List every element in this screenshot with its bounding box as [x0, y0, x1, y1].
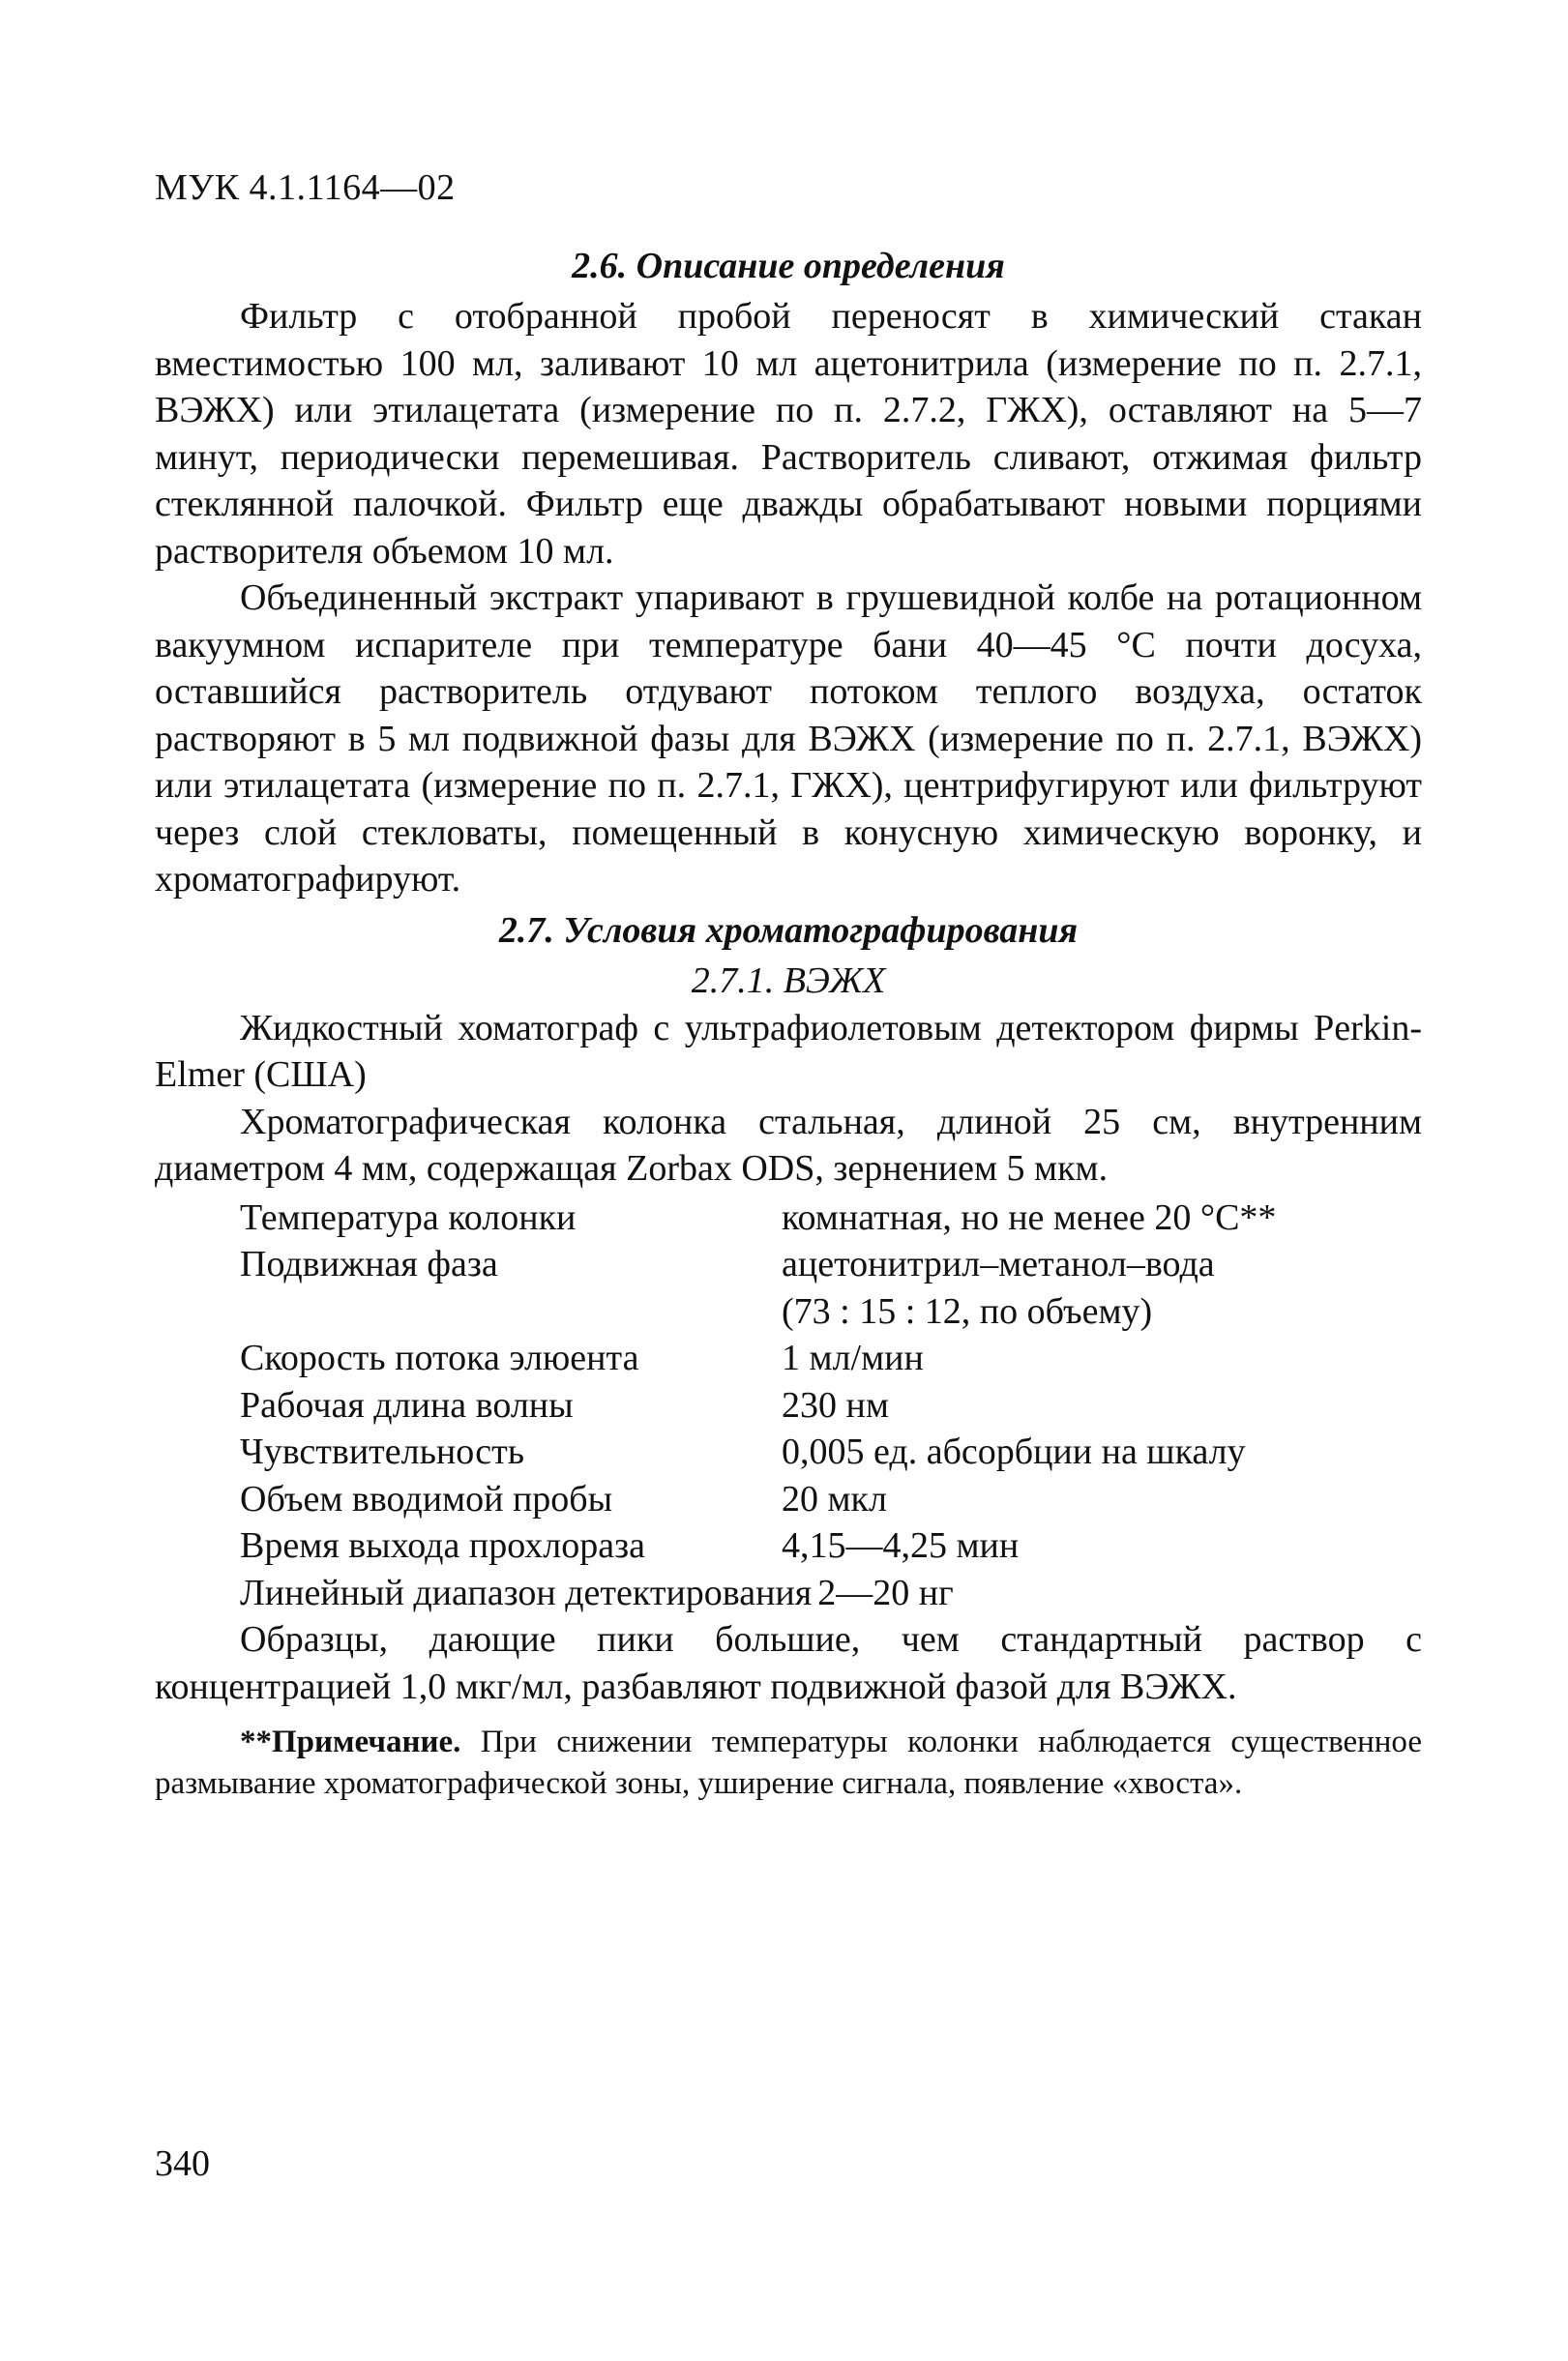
- param-value: 0,005 ед. абсорбции на шкалу: [782, 1431, 1246, 1472]
- section-2-7-title: 2.7. Условия хроматографирования: [498, 909, 1079, 951]
- page-number: 340: [155, 2143, 210, 2184]
- param-name: Рабочая длина волны: [240, 1384, 574, 1426]
- param-row: [155, 1522, 1422, 1570]
- param-value: 1 мл/мин: [782, 1338, 924, 1378]
- param-row: [155, 1476, 1422, 1523]
- param-name: Чувствительность: [240, 1431, 525, 1472]
- chromatography-parameters: [155, 1195, 1422, 1617]
- section-2-6-title: 2.6. Описание определения: [572, 245, 1005, 286]
- note: [155, 1722, 1422, 1805]
- param-value: (73 : 15 : 12, по объему): [782, 1290, 1153, 1332]
- param-value: 20 мкл: [782, 1478, 887, 1520]
- param-row: [155, 1195, 1422, 1242]
- param-name: Объем вводимой пробы: [240, 1478, 613, 1520]
- section-2-6-paragraph-2: Объединенный экстракт упаривают в грушевидной колбе на ротационном вакуумном испарителе при температуре бани 40—45 °С почти досуха, оставшийся растворитель отдувают потоком теплого воздуха, остаток растворяют в 5 мл подвижной фазы для ВЭЖХ (измерение по п. 2.7.1, ВЭЖХ) или этилацетата (измерение по п. 2.7.1, ГЖХ), центрифугируют или фильтруют через слой стекловаты, помещенный в конусную химическую воронку, и хроматографируют.: [155, 577, 1422, 900]
- param-name: Скорость потока элюента: [240, 1338, 639, 1378]
- param-row: [155, 1335, 1422, 1382]
- param-row: [155, 1288, 1422, 1336]
- param-name: Подвижная фаза: [240, 1244, 498, 1284]
- param-name: Время выхода прохлораза: [240, 1525, 645, 1566]
- param-row: [155, 1429, 1422, 1476]
- linear-range-value: 2—20 нг: [817, 1572, 954, 1613]
- param-row: [155, 1382, 1422, 1430]
- linear-range-name: Линейный диапазон детектирования: [240, 1572, 813, 1613]
- param-value: 4,15—4,25 мин: [782, 1525, 1020, 1566]
- note-text: При снижении температуры колонки наблюдается существенное размывание хроматографической зоны, уширение сигнала, появление «хвоста».: [155, 1725, 1422, 1801]
- param-name: [155, 1288, 782, 1336]
- param-name: Температура колонки: [240, 1196, 577, 1238]
- section-2-6-paragraph-1: Фильтр с отобранной пробой переносят в химический стакан вместимостью 100 мл, заливают 10 мл ацетонитрила (измерение по п. 2.7.1, ВЭЖХ) или этилацетата (измерение по п. 2.7.2, ГЖХ), оставляют на 5—7 минут, периодически перемешивая. Растворитель сливают, отжимая фильтр стеклянной палочкой. Фильтр еще дважды обрабатывают новыми порциями растворителя объемом 10 мл.: [155, 296, 1422, 572]
- param-value: 230 нм: [782, 1384, 889, 1426]
- param-value: комнатная, но не менее 20 °С**: [782, 1196, 1277, 1238]
- section-2-7-paragraph-1: Жидкостный хоматограф с ультрафиолетовым детектором фирмы Perkin-Elmer (США): [155, 1007, 1422, 1095]
- param-value: ацетонитрил–метанол–вода: [782, 1244, 1215, 1284]
- section-2-7-1-subtitle: 2.7.1. ВЭЖХ: [691, 960, 886, 1001]
- note-label: **Примечание.: [240, 1725, 461, 1759]
- dilution-paragraph: Образцы, дающие пики большие, чем стандартный раствор с концентрацией 1,0 мкг/мл, разбавляют подвижной фазой для ВЭЖХ.: [155, 1619, 1422, 1707]
- param-row: [155, 1241, 1422, 1288]
- param-row-linear-range: [155, 1570, 1422, 1617]
- document-page: [155, 164, 1422, 1805]
- document-code: МУК 4.1.1164—02: [155, 167, 456, 208]
- section-2-7-paragraph-2: Хроматографическая колонка стальная, длиной 25 см, внутренним диаметром 4 мм, содержащая Zorbax ODS, зернением 5 мкм.: [155, 1101, 1422, 1189]
